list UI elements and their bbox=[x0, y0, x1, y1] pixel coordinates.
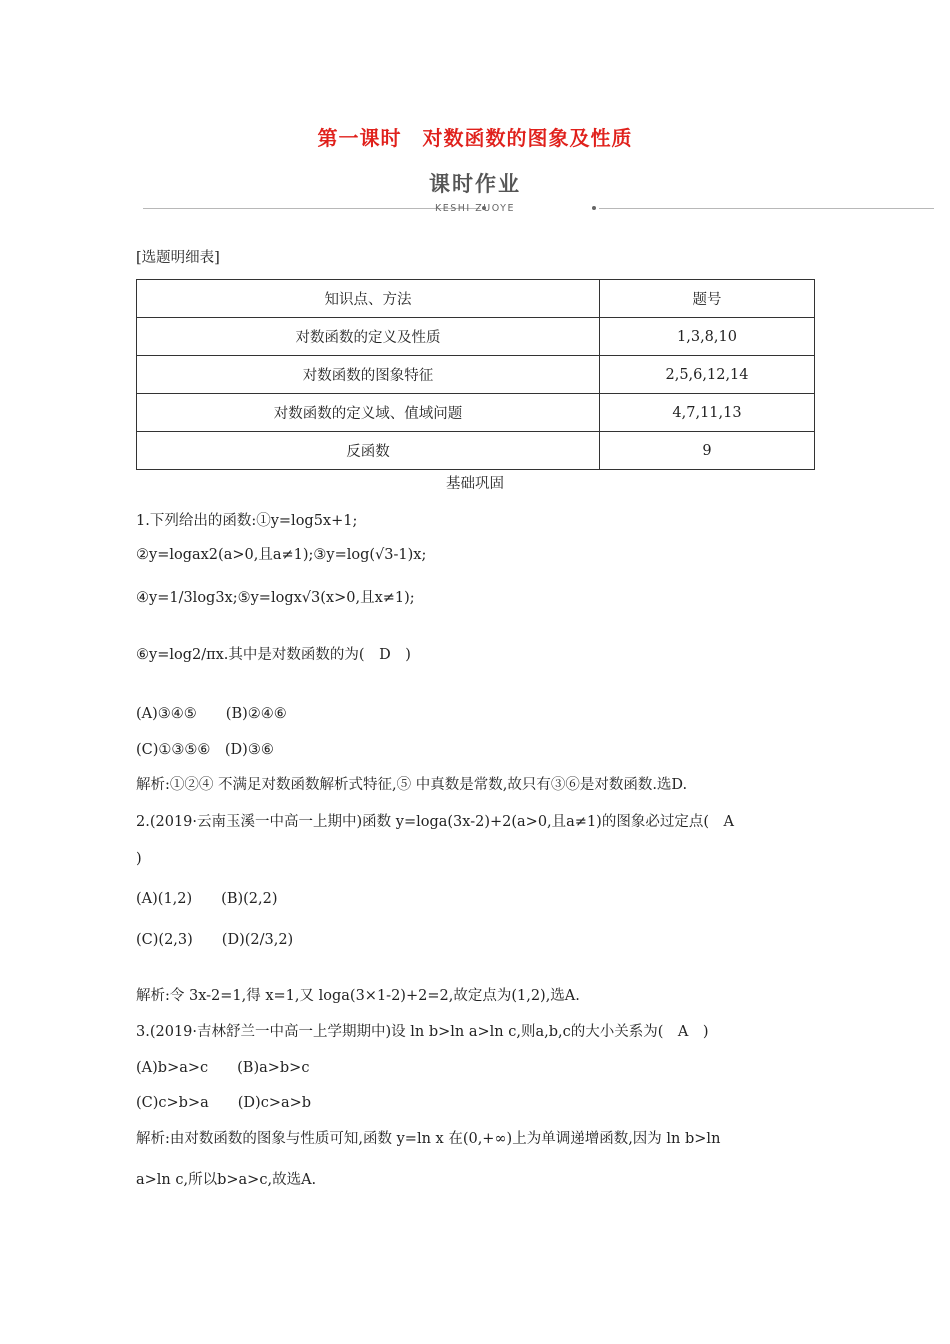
topic-table bbox=[136, 279, 815, 470]
table-row bbox=[137, 432, 815, 470]
q3-options: (A)b>a>c (B)a>b>c bbox=[136, 1060, 310, 1076]
section-heading: 基础巩固 bbox=[446, 476, 504, 492]
q1-item-line: ④y=1/3log3x;⑤y=logx√3(x>0,且x≠1); bbox=[136, 590, 415, 606]
table-cell: 9 bbox=[600, 432, 815, 470]
q1-item-line: ②y=logax2(a>0,且a≠1);③y=log(√3-1)x; bbox=[136, 547, 427, 563]
table-cell: 对数函数的定义及性质 bbox=[137, 318, 600, 356]
table-row bbox=[137, 394, 815, 432]
banner-divider-right bbox=[599, 208, 934, 209]
table-header-row bbox=[137, 280, 815, 318]
q2-options: (C)(2,3) (D)(2/3,2) bbox=[136, 932, 294, 948]
q2-options: (A)(1,2) (B)(2,2) bbox=[136, 891, 278, 907]
q3-analysis: a>ln c,所以b>a>c,故选A. bbox=[136, 1172, 317, 1188]
banner-dot-right bbox=[592, 206, 596, 210]
q2-stem: 2.(2019·云南玉溪一中高一上期中)函数 y=loga(3x-2)+2(a>0,且a≠1)的图象必过定点( A bbox=[136, 814, 734, 830]
table-cell: 对数函数的定义域、值域问题 bbox=[137, 394, 600, 432]
q2-analysis: 解析:令 3x-2=1,得 x=1,又 loga(3×1-2)+2=2,故定点为(1,2),选A. bbox=[136, 988, 580, 1004]
table-caption: [选题明细表] bbox=[136, 250, 220, 266]
q3-stem: 3.(2019·吉林舒兰一中高一上学期期中)设 ln b>ln a>ln c,则a,b,c的大小关系为( A ) bbox=[136, 1024, 709, 1040]
q1-analysis: 解析:①②④ 不满足对数函数解析式特征,⑤ 中真数是常数,故只有③⑥是对数函数.选D. bbox=[136, 777, 688, 793]
table-cell: 4,7,11,13 bbox=[600, 394, 815, 432]
q1-stem: 1.下列给出的函数:①y=log5x+1; bbox=[136, 513, 358, 529]
banner-title: 课时作业 bbox=[429, 172, 521, 196]
q1-options: (C)①③⑤⑥ (D)③⑥ bbox=[136, 742, 274, 758]
q2-stem-end: ) bbox=[136, 851, 142, 867]
table-cell: 1,3,8,10 bbox=[600, 318, 815, 356]
table-cell: 对数函数的图象特征 bbox=[137, 356, 600, 394]
table-header: 知识点、方法 bbox=[137, 280, 600, 318]
q3-analysis: 解析:由对数函数的图象与性质可知,函数 y=ln x 在(0,+∞)上为单调递增函数,因为 ln b>ln bbox=[136, 1131, 721, 1147]
table-header: 题号 bbox=[600, 280, 815, 318]
table-row bbox=[137, 356, 815, 394]
q1-options: (A)③④⑤ (B)②④⑥ bbox=[136, 706, 287, 722]
q1-item-line: ⑥y=log2/πx.其中是对数函数的为( D ) bbox=[136, 647, 411, 663]
page-title: 第一课时 对数函数的图象及性质 bbox=[317, 126, 633, 150]
table-cell: 反函数 bbox=[137, 432, 600, 470]
q3-options: (C)c>b>a (D)c>a>b bbox=[136, 1095, 312, 1111]
table-cell: 2,5,6,12,14 bbox=[600, 356, 815, 394]
banner-subtitle: KESHI ZUOYE bbox=[435, 203, 515, 214]
table-row bbox=[137, 318, 815, 356]
